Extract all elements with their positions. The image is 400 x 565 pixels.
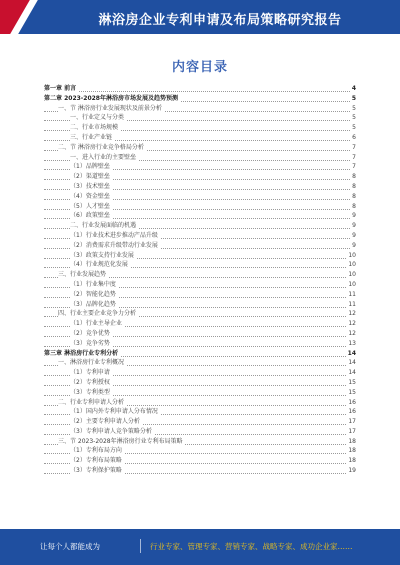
toc-entry[interactable]	[44, 153, 356, 163]
toc-entry-page: 18	[348, 457, 356, 465]
toc-entry[interactable]	[44, 143, 356, 153]
toc-entry-page: 10	[348, 251, 356, 259]
toc-entry-page: 11	[348, 290, 356, 298]
toc-entry-page: 9	[352, 222, 356, 230]
toc-entry[interactable]	[44, 260, 356, 270]
toc-entry[interactable]	[44, 417, 356, 427]
toc-entry-page: 15	[348, 378, 356, 386]
report-title: 淋浴房企业专利申请及布局策略研究报告	[98, 13, 342, 28]
toc-entry-label: 三、行业发展趋势	[58, 271, 107, 279]
toc-entry[interactable]	[44, 378, 356, 388]
toc-entry-label: （3）竞争劣势	[70, 339, 110, 347]
toc-entry[interactable]	[44, 231, 356, 241]
toc-entry-page: 8	[352, 173, 356, 181]
toc-entry-page: 17	[348, 427, 356, 435]
toc-entry-label: 三、节 2023-2028年淋浴房行业专利布局策略	[58, 437, 183, 445]
toc-entry[interactable]	[44, 251, 356, 261]
toc-entry[interactable]	[44, 172, 356, 182]
toc-entry-page: 19	[348, 467, 356, 475]
toc-entry-page: 18	[348, 447, 356, 455]
toc-entry-label: （3）品牌化趋势	[70, 300, 116, 308]
toc-entry-label: （5）人才壁垒	[70, 202, 110, 210]
footer-divider	[140, 539, 141, 553]
toc-entry-page: 5	[352, 124, 356, 132]
toc-entry[interactable]	[44, 290, 356, 300]
toc-entry-page: 12	[348, 320, 356, 328]
toc-heading: 内容目录	[171, 60, 228, 75]
toc-entry[interactable]	[44, 192, 356, 202]
toc-entry[interactable]	[44, 319, 356, 329]
toc-entry-page: 5	[352, 114, 356, 122]
toc-entry[interactable]	[44, 182, 356, 192]
toc-entry[interactable]	[44, 104, 356, 114]
toc-entry-page: 9	[352, 241, 356, 249]
toc-entry-label: 四、行业主要企业竞争力分析	[58, 310, 137, 318]
toc-entry[interactable]	[44, 368, 356, 378]
toc-entry[interactable]	[44, 437, 356, 447]
toc-entry[interactable]	[44, 358, 356, 368]
toc-entry-page: 7	[352, 153, 356, 161]
report-header	[0, 0, 400, 34]
toc-entry-page: 10	[348, 271, 356, 279]
toc-entry[interactable]	[44, 241, 356, 251]
toc-entry-label: 一、淋浴房行业专利概况	[58, 359, 125, 367]
toc-entry-label: 一、节 淋浴房行业发展现状及前景分析	[58, 104, 162, 112]
toc-entry-label: （1）品牌壁垒	[70, 163, 110, 171]
toc-entry[interactable]	[44, 398, 356, 408]
toc-entry-label: （3）专利类型	[70, 388, 110, 396]
toc-entry[interactable]	[44, 339, 356, 349]
toc-entry[interactable]	[44, 456, 356, 466]
toc-entry-page: 8	[352, 182, 356, 190]
toc-entry[interactable]	[44, 202, 356, 212]
toc-entry-label: （3）专利保护策略	[70, 467, 122, 475]
toc-entry[interactable]	[44, 466, 356, 476]
toc-entry-page: 14	[348, 369, 356, 377]
toc-entry[interactable]	[44, 221, 356, 231]
toc-entry-label: 二、节 淋浴房行业竞争格局分析	[58, 143, 144, 151]
toc-entry-page: 14	[348, 359, 356, 367]
toc-entry-page: 6	[352, 133, 356, 141]
toc-entry[interactable]	[44, 407, 356, 417]
toc-entry-page: 12	[348, 329, 356, 337]
toc-entry-page: 11	[348, 300, 356, 308]
toc-entry-page: 8	[352, 192, 356, 200]
toc-entry-label: 一、进入行业的主要壁垒	[70, 153, 137, 161]
toc-entry[interactable]	[44, 309, 356, 319]
toc-entry[interactable]	[44, 427, 356, 437]
toc-entry-page: 15	[348, 388, 356, 396]
toc-entry[interactable]	[44, 446, 356, 456]
toc-entry-page: 14	[347, 349, 356, 357]
toc-entry[interactable]	[44, 84, 356, 94]
toc-entry-page: 16	[348, 408, 356, 416]
footer-slogan-left: 让每个人都能成为	[40, 542, 100, 551]
toc-entry[interactable]	[44, 123, 356, 133]
toc-entry-page: 8	[352, 202, 356, 210]
toc-entry-label: （6）政策壁垒	[70, 212, 110, 220]
toc-entry-label: （2）渠道壁垒	[70, 173, 110, 181]
toc-entry-page: 9	[352, 212, 356, 220]
toc-entry-label: （2）竞争优势	[70, 329, 110, 337]
toc-entry-label: 三、行业产业链	[70, 133, 113, 141]
toc-entry[interactable]	[44, 162, 356, 172]
toc-entry-page: 5	[351, 94, 356, 102]
toc-entry-page: 16	[348, 398, 356, 406]
toc-entry-label: （2）专利授权	[70, 378, 110, 386]
toc-entry-label: （3）政策支持行业发展	[70, 251, 134, 259]
toc-entry[interactable]	[44, 94, 356, 104]
toc-entry-label: （2）消费需求升级带动行业发展	[70, 241, 158, 249]
toc-entry-label: （1）行业技术进步推动产品升级	[70, 231, 158, 239]
toc-entry[interactable]	[44, 388, 356, 398]
toc-entry-page: 5	[352, 104, 356, 112]
toc-entry-page: 18	[348, 437, 356, 445]
toc-entry-page: 17	[348, 418, 356, 426]
toc-entry-label: （1）行业集中度	[70, 280, 116, 288]
toc-entry[interactable]	[44, 133, 356, 143]
toc-entry-label: （1）专利申请	[70, 369, 110, 377]
toc-leader-dots	[44, 84, 356, 92]
toc-entry-page: 7	[352, 163, 356, 171]
toc-entry-label: （4）行业规范化发展	[70, 261, 128, 269]
toc-entry[interactable]	[44, 270, 356, 280]
toc-entry-label: 二、行业专利申请人分析	[58, 398, 125, 406]
toc-entry-label: （2）主要专利申请人分析	[70, 418, 140, 426]
toc-entry-page: 10	[348, 280, 356, 288]
toc-entry[interactable]	[44, 349, 356, 359]
toc-entry[interactable]	[44, 280, 356, 290]
toc-entry[interactable]	[44, 329, 356, 339]
toc-entry-label: 一、行业定义与分类	[70, 114, 125, 122]
toc-entry-label: （1）国内外专利申请人分布情况	[70, 408, 158, 416]
toc-entry[interactable]	[44, 211, 356, 221]
toc-entry-page: 4	[351, 85, 356, 92]
toc-entry-label: （1）行业主导企业	[70, 320, 122, 328]
toc-entry-page: 7	[352, 143, 356, 151]
toc-entry-label: （2）专利布局策略	[70, 457, 122, 465]
toc-entry-page: 12	[348, 310, 356, 318]
table-of-contents	[44, 84, 356, 476]
toc-entry-label: 第三章 淋浴房行业专利分析	[44, 349, 119, 357]
toc-entry-label: （3）专利申请人竞争策略分析	[70, 427, 152, 435]
toc-entry-label: （1）专利布局方向	[70, 447, 122, 455]
report-footer	[0, 529, 400, 565]
toc-entry[interactable]	[44, 300, 356, 310]
toc-entry-page: 13	[348, 339, 356, 347]
toc-entry-label: （4）资金壁垒	[70, 192, 110, 200]
toc-entry-label: （3）技术壁垒	[70, 182, 110, 190]
toc-entry-label: 二、行业市场规模	[70, 124, 119, 132]
toc-entry-page: 10	[348, 261, 356, 269]
toc-entry-label: 第一章 前言	[44, 85, 77, 92]
footer-slogan-right: 行业专家、管理专家、营销专家、战略专家、成功企业家……	[150, 542, 353, 551]
toc-entry-page: 9	[352, 231, 356, 239]
toc-entry-label: 第二章 2023-2028年淋浴房市场发展及趋势预测	[44, 94, 178, 102]
toc-entry-label: 二、行业发展面临的机遇	[70, 222, 137, 230]
toc-entry-label: （2）智能化趋势	[70, 290, 116, 298]
toc-entry[interactable]	[44, 113, 356, 123]
